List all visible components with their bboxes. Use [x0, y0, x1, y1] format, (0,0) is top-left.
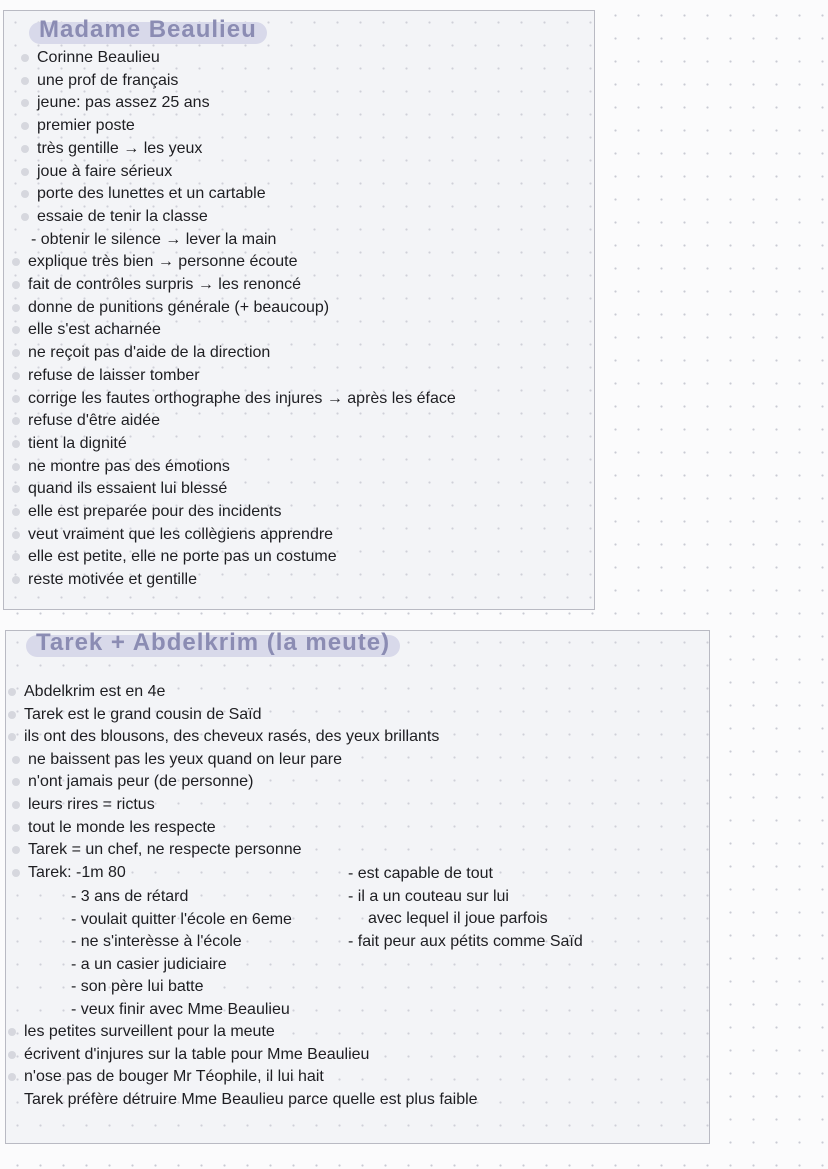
bullet-dot [21, 145, 29, 153]
note-line: - a un casier judiciaire [71, 955, 227, 973]
note-line: jeune: pas assez 25 ans [37, 94, 210, 112]
note-line: tient la dignité [28, 434, 127, 452]
note-line: ils ont des blousons, des cheveux rasés, des yeux brillants [24, 728, 440, 746]
note-line: refuse de laisser tomber [28, 366, 200, 384]
note-line: avec lequel il joue parfois [368, 910, 548, 928]
note-line: donne de punitions générale (+ beaucoup) [28, 298, 330, 316]
note-line: quand ils essaient lui blessé [28, 480, 228, 498]
note-line: - est capable de tout [348, 865, 493, 882]
bullet-dot [12, 846, 20, 854]
note-line: leurs rires = rictus [28, 796, 155, 813]
section-tarek-abdelkrim [5, 630, 710, 1144]
bullet-dot [12, 326, 20, 334]
bullet-dot [12, 553, 20, 561]
note-line: n'ose pas de bouger Mr Téophile, il lui hait [24, 1068, 324, 1086]
bullet-dot [8, 733, 16, 741]
section-madame-beaulieu [3, 10, 595, 610]
bullet-dot [12, 824, 20, 832]
note-line: n'ont jamais peur (de personne) [28, 773, 254, 791]
bullet-dot [12, 508, 20, 516]
bullet-dot [21, 168, 29, 176]
note-line: veut vraiment que les collègiens apprendre [28, 525, 334, 543]
bullet-dot [21, 122, 29, 130]
bullet-dot [12, 304, 20, 312]
note-line: - son père lui batte [71, 978, 204, 996]
note-line: - obtenir le silence → lever la main [31, 230, 277, 248]
bullet-dot [12, 395, 20, 403]
bullet-dot [21, 213, 29, 221]
bullet-dot [21, 99, 29, 107]
bullet-dot [12, 258, 20, 266]
note-line: porte des lunettes et un cartable [37, 185, 266, 203]
bullet-dot [12, 778, 20, 786]
note-line: elle est preparée pour des incidents [28, 503, 282, 520]
note-line: très gentille → les yeux [37, 139, 203, 157]
note-line: reste motivée et gentille [28, 571, 197, 589]
bullet-dot [12, 485, 20, 493]
note-line: Tarek est le grand cousin de Saïd [24, 705, 262, 723]
note-line: tout le monde les respecte [28, 818, 216, 836]
note-line: - veux finir avec Mme Beaulieu [71, 1001, 290, 1018]
bullet-dot [12, 801, 20, 809]
section-title: Madame Beaulieu [29, 22, 267, 44]
note-line: corrige les fautes orthographe des injures → après les éface [28, 389, 456, 407]
note-line: Tarek = un chef, ne respecte personne [28, 841, 302, 859]
bullet-dot [12, 531, 20, 539]
note-line: explique très bien → personne écoute [28, 253, 298, 271]
bullet-dot [8, 1028, 16, 1036]
note-line: essaie de tenir la classe [37, 207, 208, 225]
note-line: - ne s'interèsse à l'école [71, 933, 242, 951]
bullet-dot [12, 349, 20, 357]
note-line: les petites surveillent pour la meute [24, 1023, 275, 1040]
note-line: Abdelkrim est en 4e [24, 683, 166, 700]
bullet-dot [21, 190, 29, 198]
bullet-dot [12, 417, 20, 425]
note-line: écrivent d'injures sur la table pour Mme Beaulieu [24, 1045, 370, 1063]
bullet-dot [8, 688, 16, 696]
bullet-dot [12, 869, 20, 877]
note-line: elle s'est acharnée [28, 321, 161, 339]
note-line: ne reçoit pas d'aide de la direction [28, 344, 271, 362]
note-line: Corinne Beaulieu [37, 49, 160, 66]
bullet-dot [12, 463, 20, 471]
bullet-dot [12, 372, 20, 380]
bullet-dot [12, 281, 20, 289]
note-line: Tarek préfère détruire Mme Beaulieu parce quelle est plus faible [24, 1090, 478, 1108]
bullet-dot [12, 440, 20, 448]
note-line: - fait peur aux pétits comme Saïd [348, 932, 583, 950]
bullet-dot [8, 1073, 16, 1081]
note-line: refuse d'être aidée [28, 412, 161, 430]
note-line: joue à faire sérieux [37, 162, 173, 180]
bullet-dot [8, 711, 16, 719]
note-line: ne montre pas des émotions [28, 457, 230, 475]
note-line: une prof de français [37, 71, 179, 89]
note-line: fait de contrôles surpris → les renoncé [28, 276, 302, 293]
bullet-dot [12, 756, 20, 764]
bullet-dot [21, 54, 29, 62]
note-line: - 3 ans de rétard [71, 888, 189, 905]
note-line: - il a un couteau sur lui [348, 887, 509, 905]
note-line: elle est petite, elle ne porte pas un costume [28, 548, 337, 566]
bullet-dot [12, 576, 20, 584]
note-line: Tarek: -1m 80 [28, 863, 126, 881]
note-line: premier poste [37, 117, 135, 135]
bullet-dot [8, 1051, 16, 1059]
section-title: Tarek + Abdelkrim (la meute) [26, 635, 400, 657]
bullet-dot [21, 77, 29, 85]
note-line: - voulait quitter l'école en 6eme [71, 910, 292, 928]
note-line: ne baissent pas les yeux quand on leur pare [28, 750, 342, 768]
